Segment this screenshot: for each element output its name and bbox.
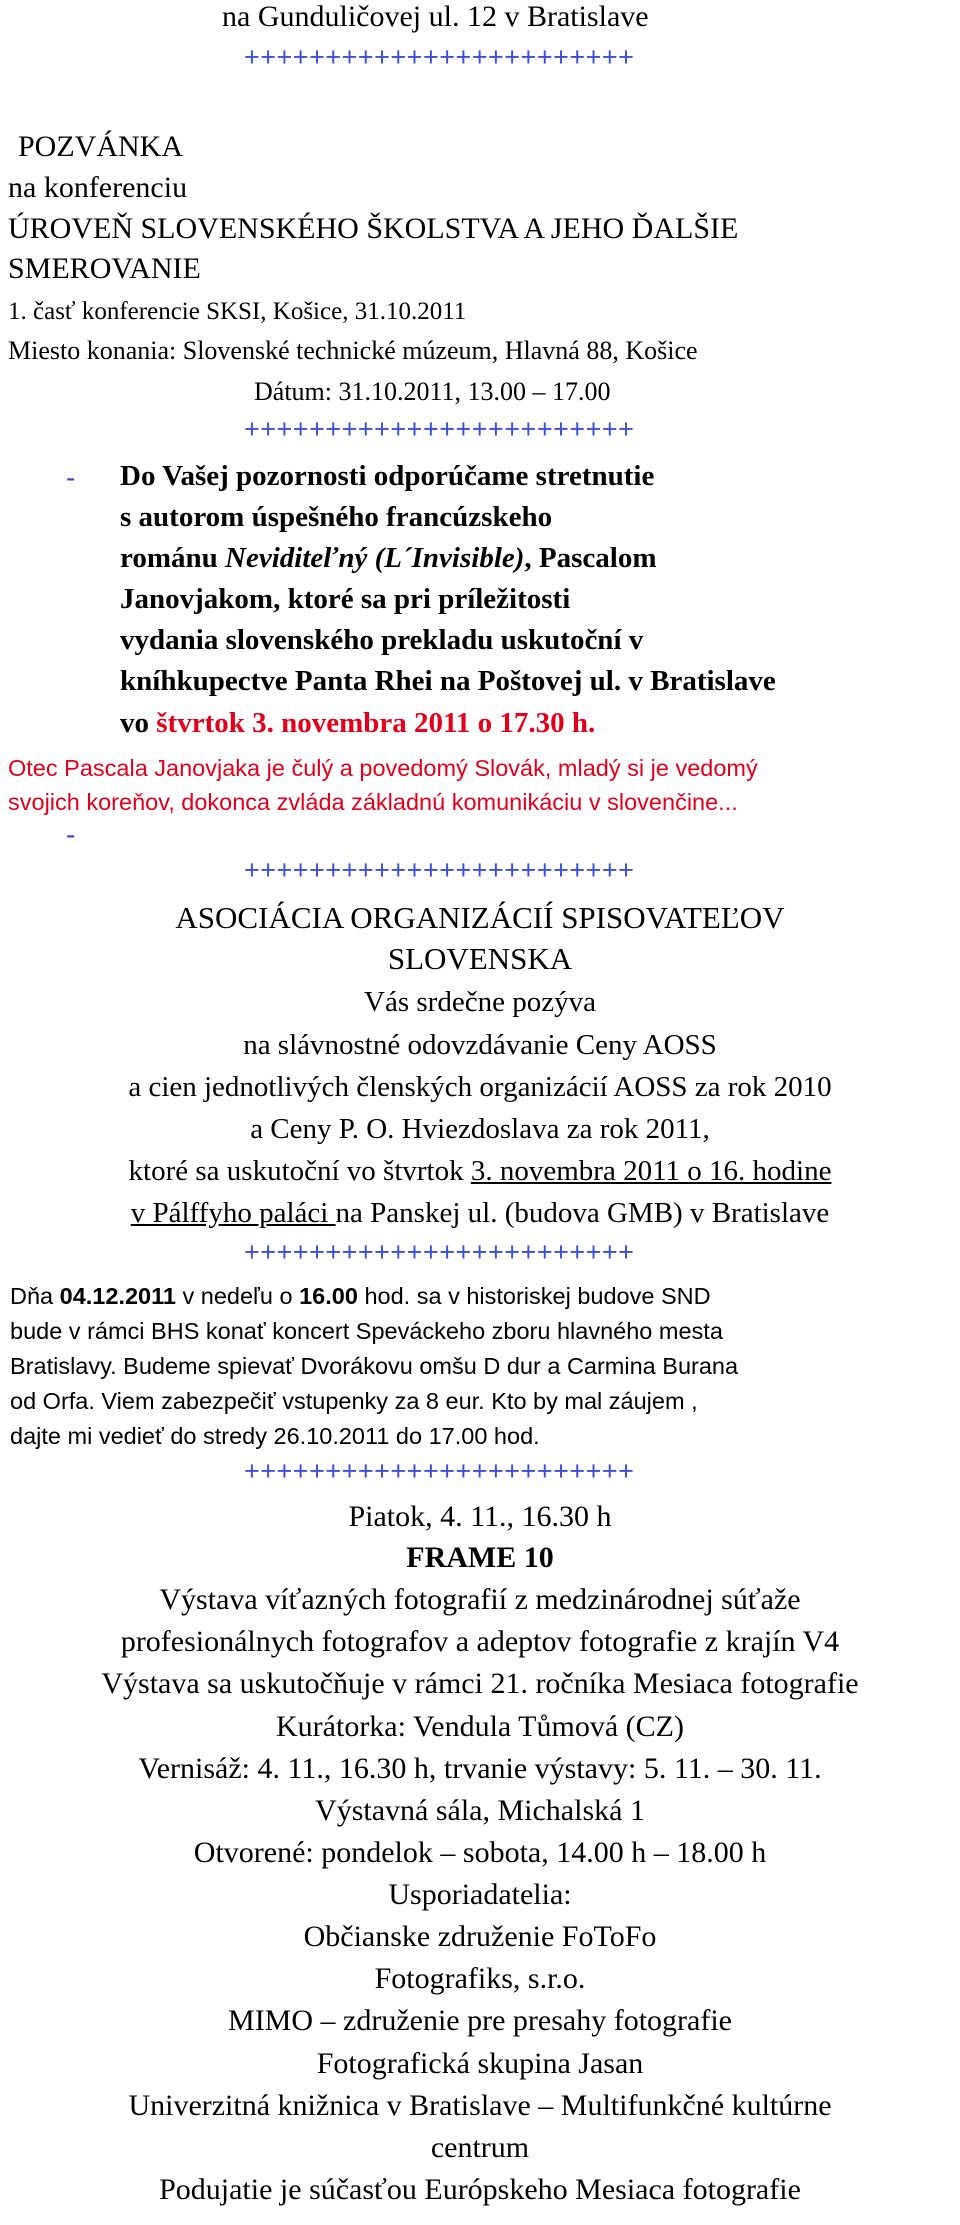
frame-line-13: Univerzitná knižnica v Bratislave – Multifunkčné kultúrne xyxy=(128,2089,832,2122)
aoss-date-underlined: 3. novembra 2011 o 16. hodine xyxy=(470,1155,832,1187)
frame-line-9: Občianske združenie FoToFo xyxy=(303,1920,657,1953)
frame-line-12: Fotografická skupina Jasan xyxy=(316,2047,644,2080)
top-address-line: na Gunduličovej ul. 12 v Bratislave xyxy=(222,0,649,33)
concert-line-1-c: v nedeľu o xyxy=(175,1283,300,1309)
frame-line-8: Usporiadatelia: xyxy=(388,1878,572,1911)
author-line-7-a: vo xyxy=(120,707,157,739)
frame-line-4: Kurátorka: Vendula Tůmová (CZ) xyxy=(276,1710,684,1743)
conference-title-2: SMEROVANIE xyxy=(8,252,201,285)
aoss-line-7 xyxy=(0,1155,960,1188)
concert-date: 04.12.2011 xyxy=(59,1283,176,1309)
invite-heading: POZVÁNKA xyxy=(18,130,183,163)
book-title: Neviditeľný (L´Invisible) xyxy=(225,542,525,574)
aoss-line-7-a: ktoré sa uskutoční vo štvrtok xyxy=(128,1155,471,1187)
frame-line-10: Fotografiks, s.r.o. xyxy=(374,1962,586,1995)
frame-line-6: Výstavná sála, Michalská 1 xyxy=(315,1794,645,1827)
aoss-line-3: Vás srdečne pozýva xyxy=(364,986,596,1018)
frame-line-1: Výstava víťazných fotografií z medzinárodnej súťaže xyxy=(159,1583,801,1616)
author-line-3 xyxy=(120,542,657,575)
concert-line-1-e: hod. sa v historiskej budove SND xyxy=(357,1283,711,1309)
author-line-6: kníhkupectve Panta Rhei na Poštovej ul. v Bratislave xyxy=(120,665,776,697)
author-line-4: Janovjakom, ktoré sa pri príležitosti xyxy=(120,583,571,615)
author-line-1: Do Vašej pozornosti odporúčame stretnutie xyxy=(120,460,655,492)
aoss-venue-underlined: v Pálffyho paláci xyxy=(130,1197,336,1229)
conference-part: 1. časť konferencie SKSI, Košice, 31.10.2011 xyxy=(8,298,467,325)
frame-title: FRAME 10 xyxy=(406,1541,554,1574)
frame-line-5: Vernisáž: 4. 11., 16.30 h, trvanie výstavy: 5. 11. – 30. 11. xyxy=(138,1752,822,1785)
aoss-line-8-b: na Panskej ul. (budova GMB) v Bratislave xyxy=(335,1197,830,1229)
list-dash: - xyxy=(66,462,76,493)
separator-3: ++++++++++++++++++++++++ xyxy=(244,855,635,885)
red-note-line-2: svojich koreňov, dokonca zvláda základnú komunikáciu v slovenčine... xyxy=(8,789,738,815)
concert-line-5: dajte mi vedieť do stredy 26.10.2011 do 17.00 hod. xyxy=(10,1423,540,1449)
frame-line-14: centrum xyxy=(430,2131,530,2164)
concert-line-2: bude v rámci BHS konať koncert Speváckeho zboru hlavného mesta xyxy=(10,1318,723,1344)
conference-date: Dátum: 31.10.2011, 13.00 – 17.00 xyxy=(254,377,611,406)
conference-title-1: ÚROVEŇ SLOVENSKÉHO ŠKOLSTVA A JEHO ĎALŠIE xyxy=(8,212,739,245)
concert-time: 16.00 xyxy=(299,1283,358,1309)
frame-line-3: Výstava sa uskutočňuje v rámci 21. ročníka Mesiaca fotografie xyxy=(101,1667,859,1700)
aoss-line-8 xyxy=(0,1197,960,1230)
author-line-5: vydania slovenského prekladu uskutoční v xyxy=(120,624,644,656)
aoss-line-4: na slávnostné odovzdávanie Ceny AOSS xyxy=(243,1029,717,1061)
frame-line-7: Otvorené: pondelok – sobota, 14.00 h – 18.00 h xyxy=(193,1836,767,1869)
concert-line-1-a: Dňa xyxy=(10,1283,60,1309)
author-line-2: s autorom úspešného francúzskeho xyxy=(120,501,553,533)
frame-line-15: Podujatie je súčasťou Európskeho Mesiaca fotografie xyxy=(159,2173,801,2206)
concert-line-4: od Orfa. Viem zabezpečiť vstupenky za 8 eur. Kto by mal záujem , xyxy=(10,1388,698,1414)
frame-line-2: profesionálnych fotografov a adeptov fotografie z krajín V4 xyxy=(120,1625,840,1658)
frame-line-11: MIMO – združenie pre presahy fotografie xyxy=(228,2004,732,2037)
list-dash-2: - xyxy=(66,819,76,850)
frame-date: Piatok, 4. 11., 16.30 h xyxy=(348,1500,612,1533)
separator-4: ++++++++++++++++++++++++ xyxy=(244,1237,635,1267)
aoss-line-5: a cien jednotlivých členských organizácií AOSS za rok 2010 xyxy=(128,1071,832,1103)
author-line-3-a: románu xyxy=(120,542,226,574)
aoss-line-1: ASOCIÁCIA ORGANIZÁCIÍ SPISOVATEĽOV xyxy=(175,900,785,935)
author-line-3-c: , Pascalom xyxy=(524,542,657,574)
event-date-highlight: štvrtok 3. novembra 2011 o 17.30 h. xyxy=(156,707,596,739)
concert-line-3: Bratislavy. Budeme spievať Dvorákovu omšu D dur a Carmina Burana xyxy=(10,1353,739,1379)
separator-2: ++++++++++++++++++++++++ xyxy=(244,414,635,444)
aoss-line-6: a Ceny P. O. Hviezdoslava za rok 2011, xyxy=(250,1113,710,1145)
author-line-7 xyxy=(120,707,595,740)
concert-line-1 xyxy=(10,1283,711,1310)
separator-5: ++++++++++++++++++++++++ xyxy=(244,1456,635,1486)
red-note-line-1: Otec Pascala Janovjaka je čulý a povedomý Slovák, mladý si je vedomý xyxy=(8,755,758,781)
invite-line: na konferenciu xyxy=(8,171,188,204)
separator-1: ++++++++++++++++++++++++ xyxy=(244,42,635,72)
aoss-line-2: SLOVENSKA xyxy=(387,941,573,976)
conference-venue: Miesto konania: Slovenské technické múzeum, Hlavná 88, Košice xyxy=(8,336,698,365)
